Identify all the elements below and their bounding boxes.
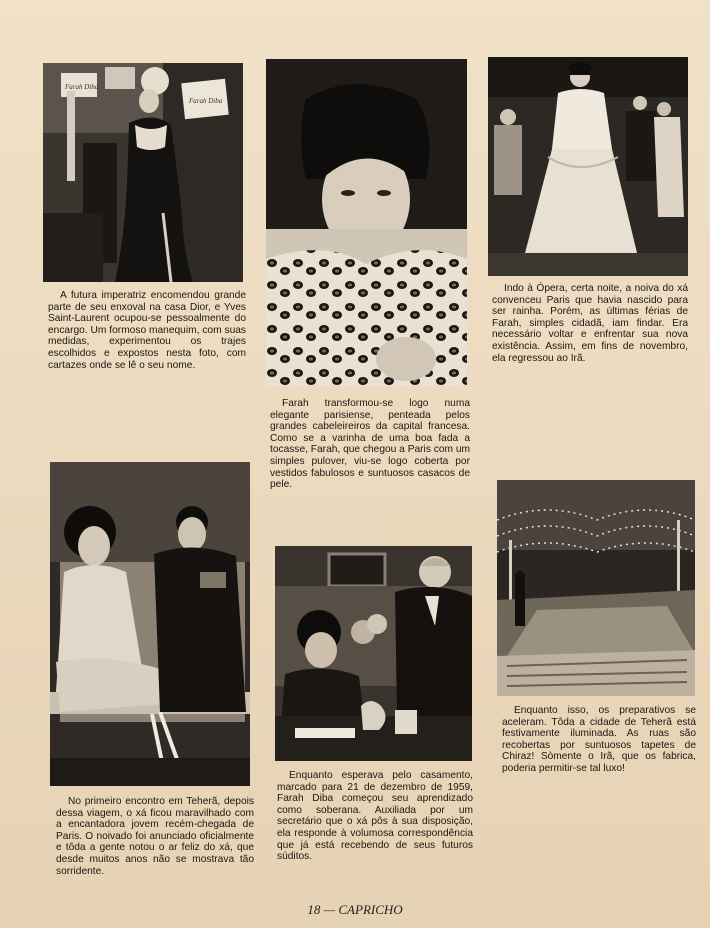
- photo-opera: [488, 57, 688, 276]
- page-footer: 18 — CAPRICHO: [307, 902, 403, 917]
- caption-opera: Indo à Ópera, certa noite, a noiva do xá convenceu Paris que havia nascido para ser rainha. Porém, as últimas férias de Farah, simples cidadã, iam findar. Era necessário voltar e enfrentar sua nova existência. Assim, em fins de novembro, ela regressou ao Irã.: [492, 283, 688, 364]
- caption-dior: A futura imperatriz encomendou grande parte de seu enxoval na casa Dior, e Yves Saint-Laurent ocupou-se pessoalmente do encargo. Um formoso manequim, com suas medidas, experimentou os trajes escolhidos e expostos nesta foto, com cartazes onde se lê o seu nome.: [48, 290, 246, 371]
- photo-correspondence: [275, 546, 472, 761]
- dior-sign-text-2: Farah Diba: [189, 97, 223, 105]
- photo-dior-mannequin: [43, 63, 243, 282]
- caption-preparativos: Enquanto isso, os preparativos se aceleram. Tôda a cidade de Teherã está festivamente iluminada. As ruas são recobertas por suntuosos tapetes de Chiraz! Sòmente o Irã, que os fabrica, poderia permitir-se tal luxo!: [502, 705, 696, 774]
- dior-sign-text-1: Farah Diba: [65, 83, 99, 91]
- photo-farah-portrait: [266, 59, 467, 386]
- caption-primeiro-encontro: No primeiro encontro em Teherã, depois dessa viagem, o xá ficou maravilhado com a encantadora jovem recém-chegada de Paris. O noivado foi anunciado oficialmente e tôda a gente notou o ar feliz do xá, que desde muitos anos não se mostrava tão sorridente.: [56, 796, 254, 877]
- caption-casamento: Enquanto esperava pelo casamento, marcado para 21 de dezembro de 1959, Farah Diba começou seu aprendizado como soberana. Auxiliada por um secretário que o xá pôs à sua disposição, ela responde à volumosa correspondência que já está recebendo de seus futuros súditos.: [277, 770, 473, 863]
- photo-tehran-street: [497, 480, 695, 696]
- photo-first-meeting: [50, 462, 250, 786]
- caption-farah-parisiense: Farah transformou-se logo numa elegante parisiense, penteada pelos grandes cabeleireiros da capital francesa. Como se a varinha de uma boa fada a tocasse, Farah, que chegou a Paris com um simples pulover, viu-se logo coberta por vestidos fabulosos e suntuosos casacos de pele.: [270, 398, 470, 491]
